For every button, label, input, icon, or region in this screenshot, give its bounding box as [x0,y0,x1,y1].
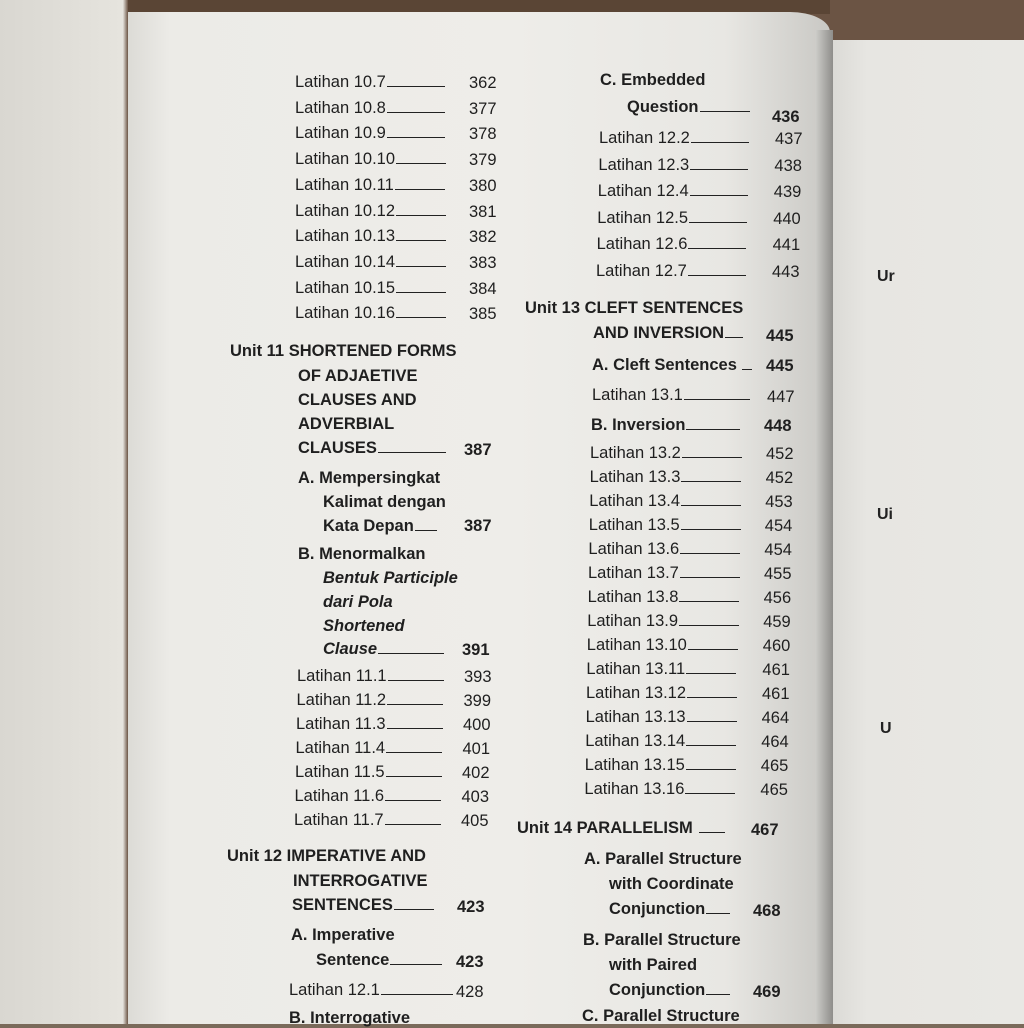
unit-11-a-line: Kata Depan [323,516,439,536]
latihan-page: 393 [464,668,492,686]
unit-14-b-page: 469 [753,983,781,1001]
latihan-entry [596,261,748,281]
unit-12-a-line: Sentence [316,950,444,970]
latihan-page: 461 [762,661,790,679]
unit-11-line: CLAUSES AND [298,391,417,409]
latihan-page: 383 [469,253,497,272]
latihan-label: Latihan 11.1 [297,667,387,685]
latihan-page: 443 [772,262,800,281]
unit-12-a-page: 423 [456,953,484,971]
latihan-page: 437 [775,130,803,148]
unit-11-heading: Unit 11 SHORTENED FORMS [230,342,457,360]
unit-13-a-page: 445 [766,357,794,375]
unit-12-b-title: B. Interrogative [289,1009,411,1027]
latihan-label: Latihan 11.3 [296,715,386,733]
latihan-page: 362 [469,74,497,92]
latihan-page: 382 [469,228,497,247]
latihan-label: Latihan 13.13 [585,708,686,726]
latihan-label: Latihan 10.10 [295,150,396,169]
unit-13-a-title: A. Cleft Sentences [592,355,754,375]
unit-14-a-title: A. Parallel Structure [584,850,742,868]
latihan-label: Latihan 13.4 [589,492,681,510]
latihan-entry [295,226,448,246]
unit-11-line: OF ADJAETIVE [298,367,418,385]
latihan-page: 399 [463,692,492,710]
latihan-page: 400 [463,716,491,734]
unit-12-line: SENTENCES [292,895,436,915]
latihan-page: 455 [764,565,792,583]
latihan-entry [295,175,447,195]
latihan-entry [590,443,744,463]
latihan-entry [585,731,738,751]
latihan-page: 381 [469,202,497,221]
latihan-entry [599,128,751,148]
latihan-page: 440 [773,209,801,228]
latihan-entry [295,149,448,169]
latihan-page: 380 [469,176,497,195]
latihan-entry [588,539,742,559]
latihan-label: Latihan 10.14 [295,252,396,271]
unit-14-page: 467 [751,821,779,839]
latihan-entry [587,635,740,655]
latihan-entry [297,690,446,710]
latihan-label: Latihan 13.5 [588,516,680,534]
latihan-entry [589,491,743,511]
latihan-label: Latihan 12.2 [599,129,690,147]
latihan-entry [586,707,739,727]
next-page-fragment: Ur [877,268,895,285]
latihan-page: 401 [462,740,491,758]
unit-11-b-page: 391 [462,641,490,659]
latihan-label: Latihan 10.9 [295,124,386,143]
latihan-label: Latihan 11.5 [295,763,385,781]
latihan-label: Latihan 10.13 [295,227,396,246]
unit-12-c-title: C. Embedded [600,71,706,89]
latihan-label: Latihan 13.7 [588,564,679,582]
unit-13-b-title: B. Inversion [591,415,742,435]
latihan-page: 454 [764,517,793,535]
unit-12-a-title: A. Imperative [291,926,395,944]
next-page-fragment: Ui [877,506,893,523]
latihan-entry [295,278,448,298]
latihan-page: 464 [761,709,790,727]
latihan-entry [295,201,448,221]
page-gutter [815,30,833,1024]
unit-12-c-line: Question [627,97,752,117]
unit-14-b-line: Conjunction [609,980,732,1000]
unit-12-page: 423 [457,898,485,916]
latihan-label: Latihan 13.8 [587,588,679,606]
latihan-page: 439 [773,183,802,201]
latihan-label: Latihan 13.16 [584,780,685,798]
latihan-page: 378 [469,125,497,144]
latihan-entry: Latihan 12.1 [289,980,455,1000]
latihan-page: 460 [762,637,791,655]
latihan-entry [598,181,750,201]
unit-13-b-page: 448 [764,417,792,435]
latihan-page: 465 [760,757,789,775]
unit-11-b-title: B. Menormalkan [298,545,426,563]
latihan-entry [597,208,749,228]
latihan-page: 465 [760,781,788,799]
latihan-label: Latihan 10.15 [295,278,396,297]
latihan-entry [598,155,750,175]
latihan-page: 452 [766,445,794,463]
latihan-entry [586,683,739,703]
unit-11-page: 387 [464,441,492,459]
latihan-entry [295,98,447,118]
latihan-label: Latihan 10.11 [295,175,394,194]
latihan-entry [597,234,749,254]
latihan-entry [295,72,447,92]
latihan-label: Latihan 13.14 [585,732,686,750]
unit-11-a-page: 387 [464,517,492,535]
latihan-label: Latihan 12.5 [597,208,689,227]
latihan-label: Latihan 11.2 [296,691,387,709]
latihan-entry [590,467,744,487]
latihan-page: 385 [469,305,497,324]
unit-13-heading: Unit 13 CLEFT SENTENCES [525,299,744,317]
latihan-page: 405 [461,812,489,830]
unit-11-b-line: Clause [323,639,446,659]
unit-11-b-line: Shortened [323,617,405,635]
latihan-entry [296,738,445,758]
unit-11-line: ADVERBIAL [298,415,395,433]
latihan-label: Latihan 13.15 [584,756,685,774]
next-page [800,40,1024,1024]
latihan-entry [295,123,447,143]
latihan-entry [295,786,444,806]
latihan-entry: Latihan 13.1 [592,385,752,405]
latihan-page: 428 [456,983,484,1001]
latihan-label: Latihan 13.11 [586,660,686,678]
next-page-fragment: U [880,720,892,737]
latihan-entry [295,762,444,782]
latihan-entry [297,666,446,686]
latihan-entry [587,611,741,631]
unit-14-c-title: C. Parallel Structure [582,1007,740,1025]
latihan-entry [296,714,445,734]
latihan-label: Latihan 11.6 [294,787,385,805]
unit-14-b-title: B. Parallel Structure [583,931,741,949]
latihan-page: 452 [765,469,794,487]
latihan-page: 454 [764,541,792,559]
latihan-page: 456 [763,589,792,607]
latihan-label: Latihan 12.7 [596,261,687,280]
latihan-label: Latihan 10.8 [295,98,386,117]
unit-14-b-line: with Paired [609,956,698,974]
latihan-entry [295,303,448,323]
unit-14-a-page: 468 [753,902,781,920]
unit-11-a-title: A. Mempersingkat [298,469,441,487]
latihan-label: Latihan 12.6 [596,235,688,253]
unit-12-line: INTERROGATIVE [293,872,428,890]
latihan-entry [589,515,743,535]
latihan-entry [586,659,738,679]
latihan-label: Latihan 12.4 [597,182,689,200]
latihan-label: Latihan 11.4 [295,739,386,757]
unit-12-heading: Unit 12 IMPERATIVE AND [227,847,426,865]
latihan-label: Latihan 13.3 [589,468,681,486]
latihan-entry [295,252,448,272]
latihan-label: Latihan 13.12 [586,684,687,702]
latihan-label: Latihan 11.7 [294,811,384,829]
latihan-label: Latihan 12.3 [598,155,690,174]
latihan-entry [588,563,742,583]
latihan-label: Latihan 10.12 [295,201,396,220]
latihan-page: 453 [765,493,793,511]
latihan-page: 384 [469,279,497,298]
latihan-page: 447 [767,388,795,406]
unit-14-heading: Unit 14 PARALLELISM [517,818,727,838]
unit-12-c-page: 436 [772,108,800,126]
latihan-entry [588,587,742,607]
latihan-label: Latihan 10.7 [295,73,386,91]
latihan-page: 377 [469,99,497,118]
latihan-entry [585,755,738,775]
latihan-entry [294,810,443,830]
unit-11-a-line: Kalimat dengan [323,493,446,511]
unit-14-a-line: Conjunction [609,899,732,919]
latihan-page: 403 [461,788,490,806]
unit-14-a-line: with Coordinate [609,875,734,893]
latihan-page: 379 [469,151,497,170]
unit-11-b-line: dari Pola [323,593,393,611]
latihan-page: 438 [774,156,802,175]
unit-13-page: 445 [766,327,794,345]
latihan-page: 402 [462,764,490,782]
latihan-page: 461 [762,685,790,703]
latihan-label: Latihan 13.2 [590,444,681,462]
latihan-entry [584,779,737,799]
unit-13-line: AND INVERSION [593,323,745,343]
latihan-page: 464 [761,733,789,751]
latihan-label: Latihan 13.6 [588,540,680,558]
unit-11-last-line: CLAUSES [298,438,448,458]
latihan-page: 441 [772,236,801,254]
unit-11-b-line: Bentuk Participle [323,569,458,587]
latihan-page: 459 [763,613,791,631]
latihan-label: Latihan 13.9 [587,612,679,630]
latihan-label: Latihan 10.16 [295,304,396,323]
latihan-label: Latihan 13.10 [586,636,687,654]
